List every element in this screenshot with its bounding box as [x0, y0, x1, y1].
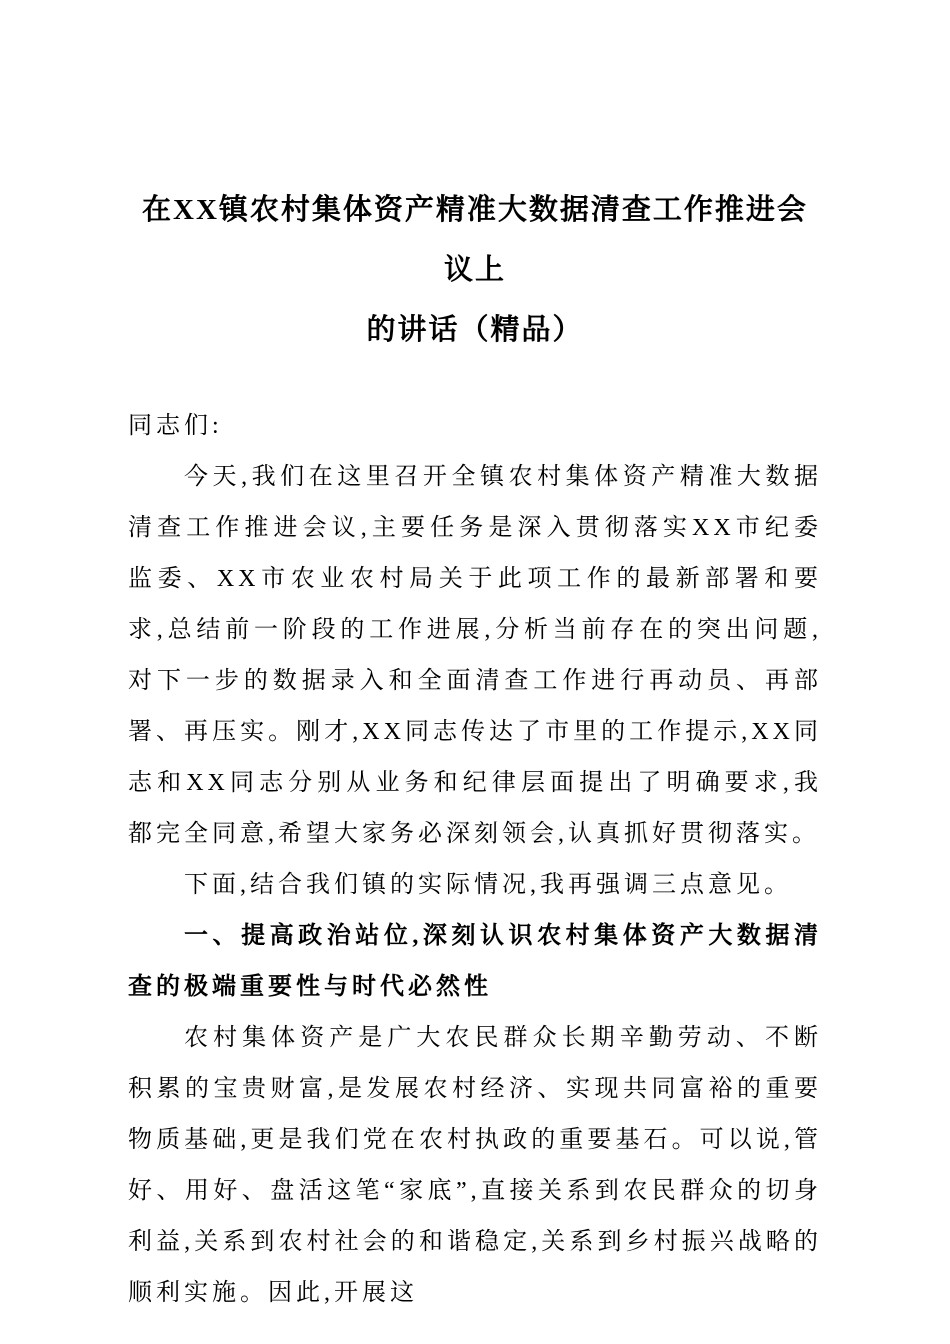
document-title [128, 180, 822, 360]
section-heading-1: 一、提高政治站位,深刻认识农村集体资产大数据清查的极端重要性与时代必然性 [128, 923, 822, 1000]
salutation: 同志们: [128, 413, 223, 439]
document-title-line-1: 在XX镇农村集体资产精准大数据清查工作推进会议上 [142, 194, 808, 286]
paragraph-opening: 今天,我们在这里召开全镇农村集体资产精准大数据清查工作推进会议,主要任务是深入贯彻落实XX市纪委监委、XX市农业农村局关于此项工作的最新部署和要求,总结前一阶段的工作进展,分析当前存在的突出问题,对下一步的数据录入和全面清查工作进行再动员、再部署、再压实。刚才,XX同志传达了市里的工作提示,XX同志和XX同志分别从业务和纪律层面提出了明确要求,我都完全同意,希望大家务必深刻领会,认真抓好贯彻落实。 [128, 464, 822, 847]
paragraph-section-1-body: 农村集体资产是广大农民群众长期辛勤劳动、不断积累的宝贵财富,是发展农村经济、实现共同富裕的重要物质基础,更是我们党在农村执政的重要基石。可以说,管好、用好、盘活这笔“家底”,直接关系到农民群众的切身利益,关系到农村社会的和谐稳定,关系到乡村振兴战略的顺利实施。因此,开展这 [128, 1025, 822, 1306]
document-title-line-2: 的讲话（精品） [366, 314, 584, 346]
paragraph-transition: 下面,结合我们镇的实际情况,我再强调三点意见。 [184, 872, 792, 898]
